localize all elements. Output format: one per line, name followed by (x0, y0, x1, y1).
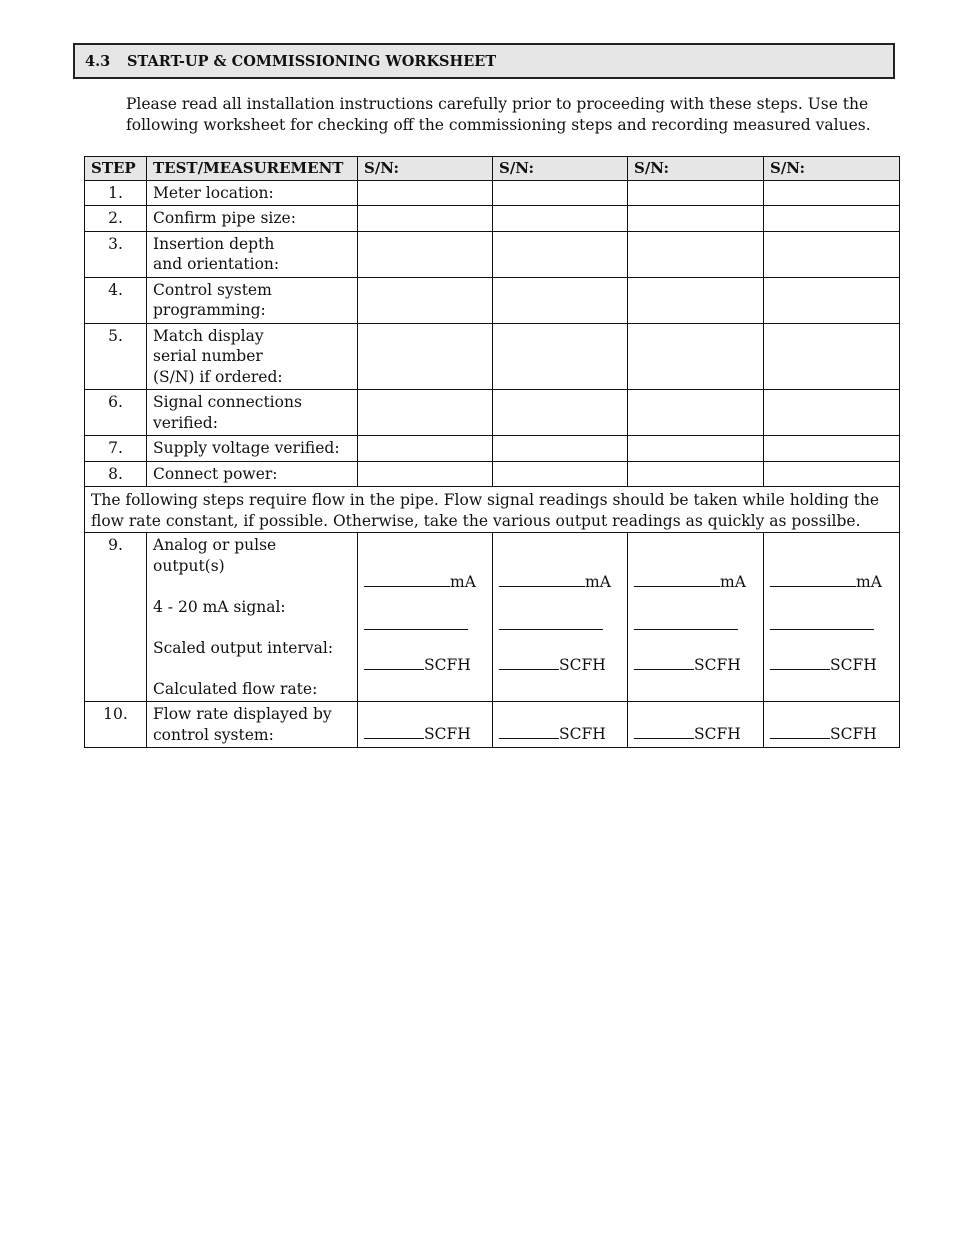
unit-label: SCFH (694, 725, 741, 743)
step-number: 6. (85, 390, 147, 436)
test-measurement (147, 390, 358, 436)
section-title: START-UP & COMMISSIONING WORKSHEET (127, 52, 497, 70)
fill-blank[interactable] (634, 725, 694, 739)
step-number: 3. (85, 231, 147, 277)
measurement-line: programming: (153, 301, 266, 319)
table-row (85, 461, 900, 487)
scfh-entry[interactable] (364, 724, 471, 745)
entry-cell[interactable] (358, 323, 493, 390)
test-measurement (147, 180, 358, 206)
header-test-measurement: TEST/MEASUREMENT (147, 157, 358, 181)
step-number: 4. (85, 277, 147, 323)
unit-label: mA (720, 573, 746, 591)
test-measurement (147, 206, 358, 232)
table-row (85, 206, 900, 232)
measurement-line: output(s) (153, 556, 225, 575)
measurement-line: Match display (153, 326, 264, 345)
unit-label: SCFH (424, 725, 471, 743)
entry-cell[interactable] (493, 206, 628, 232)
measurement-line: Calculated flow rate: (153, 679, 318, 698)
table-row (85, 277, 900, 323)
measurement-line: Confirm pipe size: (153, 209, 296, 227)
fill-blank[interactable] (364, 573, 450, 587)
entry-cell[interactable] (628, 461, 764, 487)
fill-blank[interactable] (364, 725, 424, 739)
fill-blank[interactable] (364, 656, 424, 670)
entry-cell[interactable] (628, 180, 764, 206)
table-row (85, 436, 900, 462)
interval-entry[interactable] (634, 615, 738, 636)
entry-cell[interactable] (358, 390, 493, 436)
header-step: STEP (85, 157, 147, 181)
entry-cell[interactable] (764, 436, 900, 462)
measurement-line (153, 658, 351, 679)
entry-cell[interactable] (358, 231, 493, 277)
ma-entry[interactable] (634, 572, 746, 593)
fill-blank[interactable] (499, 573, 585, 587)
table-row (85, 702, 900, 748)
header-serial-4: S/N: (764, 157, 900, 181)
entry-cell[interactable] (628, 323, 764, 390)
entry-cell[interactable] (493, 180, 628, 206)
step-number: 2. (85, 206, 147, 232)
scfh-entry[interactable] (634, 655, 741, 676)
fill-blank[interactable] (770, 656, 830, 670)
entry-cell[interactable] (764, 323, 900, 390)
unit-label: SCFH (830, 656, 877, 674)
entry-cell[interactable] (628, 533, 764, 702)
entry-cell[interactable] (493, 277, 628, 323)
test-measurement (147, 277, 358, 323)
step-number: 1. (85, 180, 147, 206)
entry-cell[interactable] (764, 277, 900, 323)
table-row (85, 533, 900, 702)
fill-blank[interactable] (634, 616, 738, 630)
measurement-line: Meter location: (153, 183, 274, 202)
measurement-line: Flow rate displayed by (153, 705, 332, 723)
scfh-entry[interactable] (770, 655, 877, 676)
test-measurement (147, 461, 358, 487)
entry-cell[interactable] (358, 533, 493, 702)
step-number: 7. (85, 436, 147, 462)
entry-cell[interactable] (493, 323, 628, 390)
scfh-entry[interactable] (634, 724, 741, 745)
scfh-entry[interactable] (770, 724, 877, 745)
unit-label: SCFH (424, 656, 471, 674)
unit-label: mA (450, 573, 476, 591)
test-measurement (147, 533, 358, 702)
table-row (85, 180, 900, 206)
entry-cell[interactable] (764, 180, 900, 206)
measurement-line: and orientation: (153, 255, 280, 273)
measurement-line: (S/N) if ordered: (153, 367, 283, 386)
fill-blank[interactable] (770, 616, 874, 630)
test-measurement (147, 231, 358, 277)
entry-cell[interactable] (493, 231, 628, 277)
fill-blank[interactable] (499, 725, 559, 739)
fill-blank[interactable] (364, 616, 468, 630)
unit-label: mA (856, 573, 882, 591)
step-number: 8. (85, 461, 147, 487)
entry-cell[interactable] (764, 390, 900, 436)
section-number: 4.3 (85, 52, 111, 70)
measurement-line: verified: (153, 413, 218, 432)
unit-label: mA (585, 573, 611, 591)
measurement-line: Analog or pulse (153, 536, 277, 554)
measurement-line (153, 617, 351, 638)
fill-blank[interactable] (499, 616, 603, 630)
measurement-line: Control system (153, 280, 272, 299)
scfh-entry[interactable] (499, 724, 606, 745)
header-serial-3: S/N: (628, 157, 764, 181)
entry-cell[interactable] (764, 702, 900, 748)
measurement-line: serial number (153, 347, 263, 365)
interval-entry[interactable] (770, 615, 874, 636)
interval-entry[interactable] (499, 615, 603, 636)
measurement-line: Scaled output interval: (153, 638, 334, 657)
entry-cell[interactable] (628, 277, 764, 323)
entry-cell[interactable] (493, 390, 628, 436)
entry-cell[interactable] (628, 390, 764, 436)
entry-cell[interactable] (358, 277, 493, 323)
table-row (85, 323, 900, 390)
fill-blank[interactable] (634, 573, 720, 587)
entry-cell[interactable] (358, 206, 493, 232)
table-row (85, 390, 900, 436)
entry-cell[interactable] (764, 231, 900, 277)
intro-paragraph: Please read all installation instructions carefully prior to proceeding with these steps. Use the following worksheet for checking off the commissioning steps and recording measured values. (126, 95, 871, 134)
table-header-row (85, 157, 900, 181)
ma-entry[interactable] (364, 572, 476, 593)
measurement-line: Signal connections (153, 393, 302, 411)
step-number: 10. (85, 702, 147, 748)
commissioning-worksheet-table (84, 156, 900, 748)
entry-cell[interactable] (764, 206, 900, 232)
table-row (85, 231, 900, 277)
interval-entry[interactable] (364, 615, 468, 636)
entry-cell[interactable] (493, 461, 628, 487)
unit-label: SCFH (694, 656, 741, 674)
ma-entry[interactable] (499, 572, 611, 593)
header-serial-2: S/N: (493, 157, 628, 181)
flow-note-row (85, 487, 900, 533)
entry-cell[interactable] (628, 231, 764, 277)
entry-cell[interactable] (764, 533, 900, 702)
flow-note: The following steps require flow in the pipe. Flow signal readings should be taken while holding the flow rate constant, if possible. Otherwise, take the various output readings as quickly as possilbe. (85, 487, 900, 533)
unit-label: SCFH (559, 656, 606, 674)
measurement-line: Connect power: (153, 464, 278, 483)
measurement-line (153, 576, 351, 597)
entry-cell[interactable] (493, 533, 628, 702)
entry-cell[interactable] (358, 180, 493, 206)
entry-cell[interactable] (764, 461, 900, 487)
measurement-line: Insertion depth (153, 234, 275, 253)
entry-cell[interactable] (358, 702, 493, 748)
step-number: 9. (85, 533, 147, 702)
ma-entry[interactable] (770, 572, 882, 593)
fill-blank[interactable] (770, 573, 856, 587)
test-measurement (147, 323, 358, 390)
entry-cell[interactable] (358, 461, 493, 487)
test-measurement (147, 702, 358, 748)
entry-cell[interactable] (628, 702, 764, 748)
fill-blank[interactable] (499, 656, 559, 670)
unit-label: SCFH (830, 725, 877, 743)
entry-cell[interactable] (493, 436, 628, 462)
scfh-entry[interactable] (499, 655, 606, 676)
test-measurement (147, 436, 358, 462)
measurement-line: control system: (153, 725, 274, 744)
entry-cell[interactable] (628, 206, 764, 232)
header-serial-1: S/N: (358, 157, 493, 181)
entry-cell[interactable] (493, 702, 628, 748)
entry-cell[interactable] (358, 436, 493, 462)
fill-blank[interactable] (634, 656, 694, 670)
section-header (73, 43, 895, 79)
entry-cell[interactable] (628, 436, 764, 462)
step-number: 5. (85, 323, 147, 390)
measurement-line: 4 - 20 mA signal: (153, 597, 286, 616)
scfh-entry[interactable] (364, 655, 471, 676)
fill-blank[interactable] (770, 725, 830, 739)
unit-label: SCFH (559, 725, 606, 743)
measurement-line: Supply voltage verified: (153, 439, 340, 457)
